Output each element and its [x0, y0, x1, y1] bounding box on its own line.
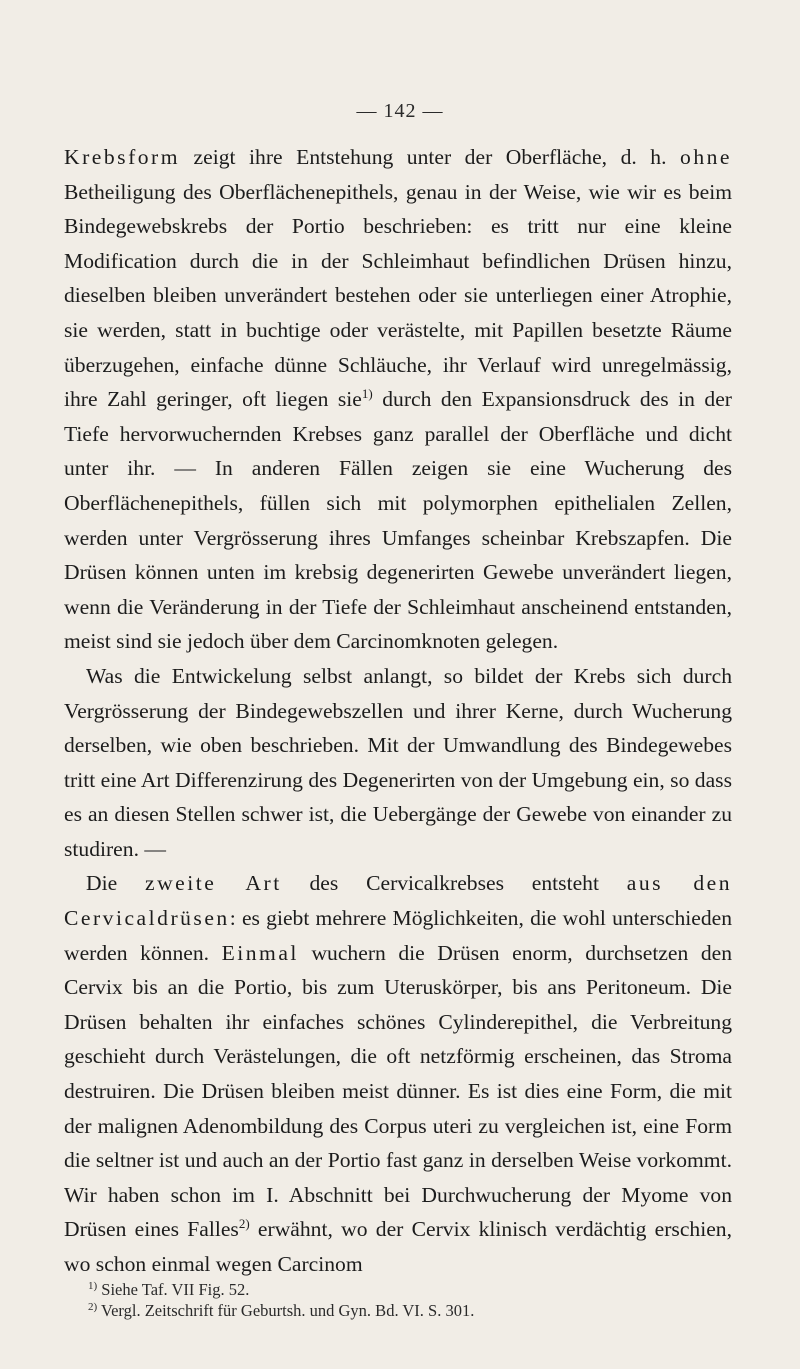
paragraph-1: [64, 140, 732, 659]
paragraph-2: Was die Entwickelung selbst anlangt, so bildet der Krebs sich durch Vergrösserung der Bindegewebszellen und ihrer Kerne, durch Wucherung derselben, wie oben beschrieben. Mit der Umwandlung des Bindegewebes tritt eine Art Differenzirung des Degenerirten von der Umgebung ein, so dass es an diesen Stellen schwer ist, die Uebergänge der Gewebe von einander zu studiren. —: [64, 663, 732, 861]
spaced-term: aus den Cervicaldrüsen: [64, 871, 733, 931]
footnote-reference: 1): [361, 386, 373, 402]
paragraph-text: durch den Expansionsdruck des in der Tiefe hervorwuchernden Krebses ganz parallel der Oberfläche und dicht unter ihr. — In anderen Fällen zeigen sie eine Wucherung des Oberflächenepithels, füllen sich mit polymorphen epithelialen Zellen, werden unter Vergrösserung ihres Umfanges scheinbar Krebszapfen. Die Drüsen können unten im krebsig degenerirten Gewebe unverändert liegen, wenn die Veränderung in der Tiefe der Schleimhaut anscheinend entstanden, meist sind sie jedoch über dem Carcinomknoten gelegen.: [64, 387, 732, 654]
paragraph-text: erwähnt, wo der Cervix klinisch verdächtig erschien, wo schon einmal wegen Carcinom: [64, 1217, 732, 1276]
paragraph-3: [64, 866, 732, 1281]
paragraph-text: wuchern die Drüsen enorm, durchsetzen den Cervix bis an die Portio, bis zum Uteruskörper, bis ans Peritoneum. Die Drüsen behalten ihr einfaches schönes Cylinderepithel, die Verbreitung geschieht durch Verästelungen, die oft netzförmig erscheinen, das Stroma destruiren. Die Drüsen bleiben meist dünner. Es ist dies eine Form, die mit der malignen Adenombildung des Corpus uteri zu vergleichen ist, eine Form die seltner ist und auch an der Portio fast ganz in derselben Weise vorkommt. Wir haben schon im I. Abschnitt bei Durchwucherung der Myome von Drüsen eines Falles: [64, 940, 733, 1242]
footnote-reference: 2): [238, 1216, 250, 1232]
footnote-1: [88, 1279, 728, 1300]
spaced-term: Einmal: [221, 940, 299, 965]
spaced-term: zweite Art: [144, 871, 282, 896]
footnote-text: Vergl. Zeitschrift für Geburtsh. und Gyn. Bd. VI. S. 301.: [97, 1301, 475, 1320]
footnote-2: [88, 1300, 728, 1321]
paragraph-text: : es giebt mehrere Möglichkeiten, die wohl unterschieden werden können.: [64, 906, 732, 965]
footnote-mark: 2): [88, 1301, 98, 1313]
paragraph-text: Die: [86, 871, 145, 896]
paragraph-text: zeigt ihre Entstehung unter der Oberfläche, d. h.: [180, 145, 681, 169]
paragraph-text: Betheiligung des Oberflächenepithels, genau in der Weise, wie wir es beim Bindegewebskrebs der Portio beschrieben: es tritt nur eine kleine Modification durch die in der Schleimhaut befindlichen Drüsen hinzu, dieselben bleiben unverändert bestehen oder sie unterliegen einer Atrophie, sie werden, statt in buchtige oder verästelte, mit Papillen besetzte Räume überzugehen, einfache dünne Schläuche, ihr Verlauf wird unregelmässig, ihre Zahl geringer, oft liegen sie: [64, 179, 732, 412]
footnote-mark: 1): [88, 1280, 98, 1292]
paragraph-text: des Cervicalkrebses entsteht: [281, 871, 627, 896]
page-number: — 142 —: [356, 100, 444, 122]
footnote-text: Siehe Taf. VII Fig. 52.: [97, 1280, 250, 1299]
footnotes: [88, 1279, 728, 1321]
body-text: [64, 140, 732, 1282]
spaced-term: Krebsform: [64, 145, 181, 169]
spaced-term: ohne: [680, 145, 732, 169]
